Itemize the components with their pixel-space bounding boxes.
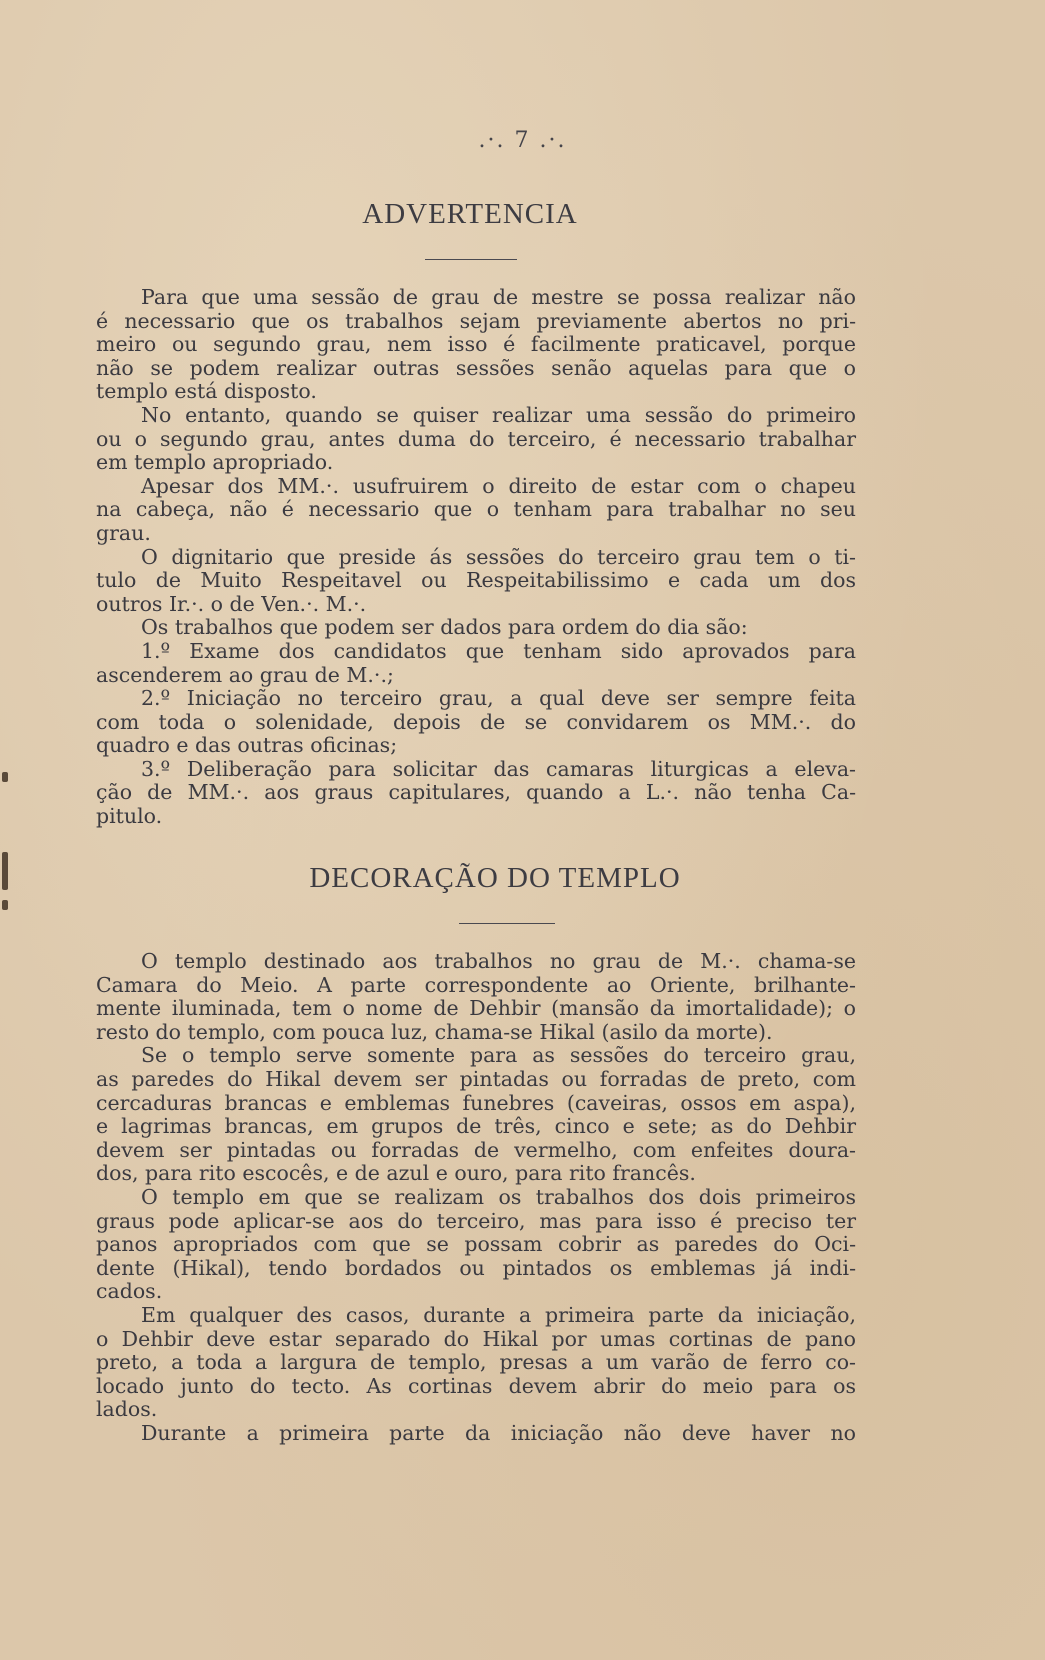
text-line: quadro e das outras oficinas; (96, 733, 398, 758)
text-line: é necessario que os trabalhos sejam previamente abertos no pri- (96, 308, 856, 333)
text-line: O dignitario que preside ás sessões do terceiro grau tem o ti- (141, 544, 856, 569)
text-line: tulo de Muito Respeitavel ou Respeitabilissimo e cada um dos (96, 568, 856, 593)
section-heading-decoracao: DECORAÇÃO DO TEMPLO (309, 862, 681, 894)
text-line: na cabeça, não é necessario que o tenham para trabalhar no seu (96, 497, 856, 522)
page-edge-marks (0, 760, 16, 920)
heading-rule (425, 259, 517, 260)
text-line: O templo destinado aos trabalhos no grau de M.·. chama-se (141, 949, 856, 973)
text-line: O templo em que se realizam os trabalhos dos dois primeiros (141, 1184, 856, 1209)
advertencia-body (96, 286, 856, 829)
text-line: ou o segundo grau, antes duma do terceiro, é necessario trabalhar (96, 426, 856, 451)
text-line: dente (Hikal), tendo bordados ou pintados os emblemas já indi- (96, 1255, 856, 1280)
text-line: outros Ir.·. o de Ven.·. M.·. (96, 591, 367, 616)
page-number: .·. 7 .·. (478, 128, 567, 153)
text-line: não se podem realizar outras sessões senão aquelas para que o (96, 355, 856, 380)
text-line: 3.º Deliberação para solicitar das camaras liturgicas a eleva- (141, 756, 856, 781)
text-line: Para que uma sessão de grau de mestre se possa realizar não (141, 285, 856, 309)
text-line: No entanto, quando se quiser realizar uma sessão do primeiro (141, 402, 856, 427)
text-line: Se o templo serve somente para as sessões do terceiro grau, (141, 1043, 856, 1068)
text-line: Apesar dos MM.·. usufruirem o direito de estar com o chapeu (141, 473, 856, 498)
decoracao-body (96, 950, 856, 1445)
text-line: ascenderem ao grau de M.·.; (96, 662, 394, 687)
text-line: 1.º Exame dos candidatos que tenham sido aprovados para (141, 638, 856, 663)
text-line: ção de MM.·. aos graus capitulares, quando a L.·. não tenha Ca- (96, 780, 856, 805)
text-line: dos, para rito escocês, e de azul e ouro, para rito francês. (96, 1161, 696, 1186)
text-line: preto, a toda a largura de templo, presas a um varão de ferro co- (96, 1350, 856, 1375)
text-line: panos apropriados com que se possam cobrir as paredes do Oci- (96, 1232, 856, 1257)
text-line: lados. (96, 1397, 158, 1422)
text-line: cercaduras brancas e emblemas funebres (caveiras, ossos em aspa), (96, 1090, 856, 1115)
text-line: Os trabalhos que podem ser dados para ordem do dia são: (141, 615, 748, 640)
text-line: templo está disposto. (96, 379, 317, 404)
text-line: graus pode aplicar-se aos do terceiro, mas para isso é preciso ter (96, 1208, 856, 1233)
text-line: e lagrimas brancas, em grupos de três, cinco e sete; as do Dehbir (96, 1114, 856, 1139)
text-line: cados. (96, 1279, 163, 1304)
heading-rule (459, 923, 555, 924)
text-line: Camara do Meio. A parte correspondente ao Oriente, brilhante- (96, 972, 856, 997)
text-line: Durante a primeira parte da iniciação não deve haver no (141, 1420, 856, 1445)
text-line: resto do templo, com pouca luz, chama-se Hikal (asilo da morte). (96, 1019, 773, 1044)
text-line: com toda o solenidade, depois de se convidarem os MM.·. do (96, 709, 856, 734)
text-line: meiro ou segundo grau, nem isso é facilmente praticavel, porque (96, 332, 856, 357)
text-line: locado junto do tecto. As cortinas devem abrir do meio para os (96, 1373, 856, 1398)
text-line: 2.º Iniciação no terceiro grau, a qual deve ser sempre feita (141, 686, 856, 711)
text-line: mente iluminada, tem o nome de Dehbir (mansão da imortalidade); o (96, 996, 856, 1021)
text-line: o Dehbir deve estar separado do Hikal por umas cortinas de pano (96, 1326, 856, 1351)
text-line: devem ser pintadas ou forradas de vermelho, com enfeites doura- (96, 1137, 856, 1162)
text-line: as paredes do Hikal devem ser pintadas ou forradas de preto, com (96, 1066, 856, 1091)
section-heading-advertencia: ADVERTENCIA (362, 198, 578, 230)
text-line: grau. (96, 520, 151, 545)
text-line: Em qualquer des casos, durante a primeira parte da iniciação, (141, 1302, 856, 1327)
text-line: pitulo. (96, 804, 163, 829)
text-line: em templo apropriado. (96, 450, 334, 475)
